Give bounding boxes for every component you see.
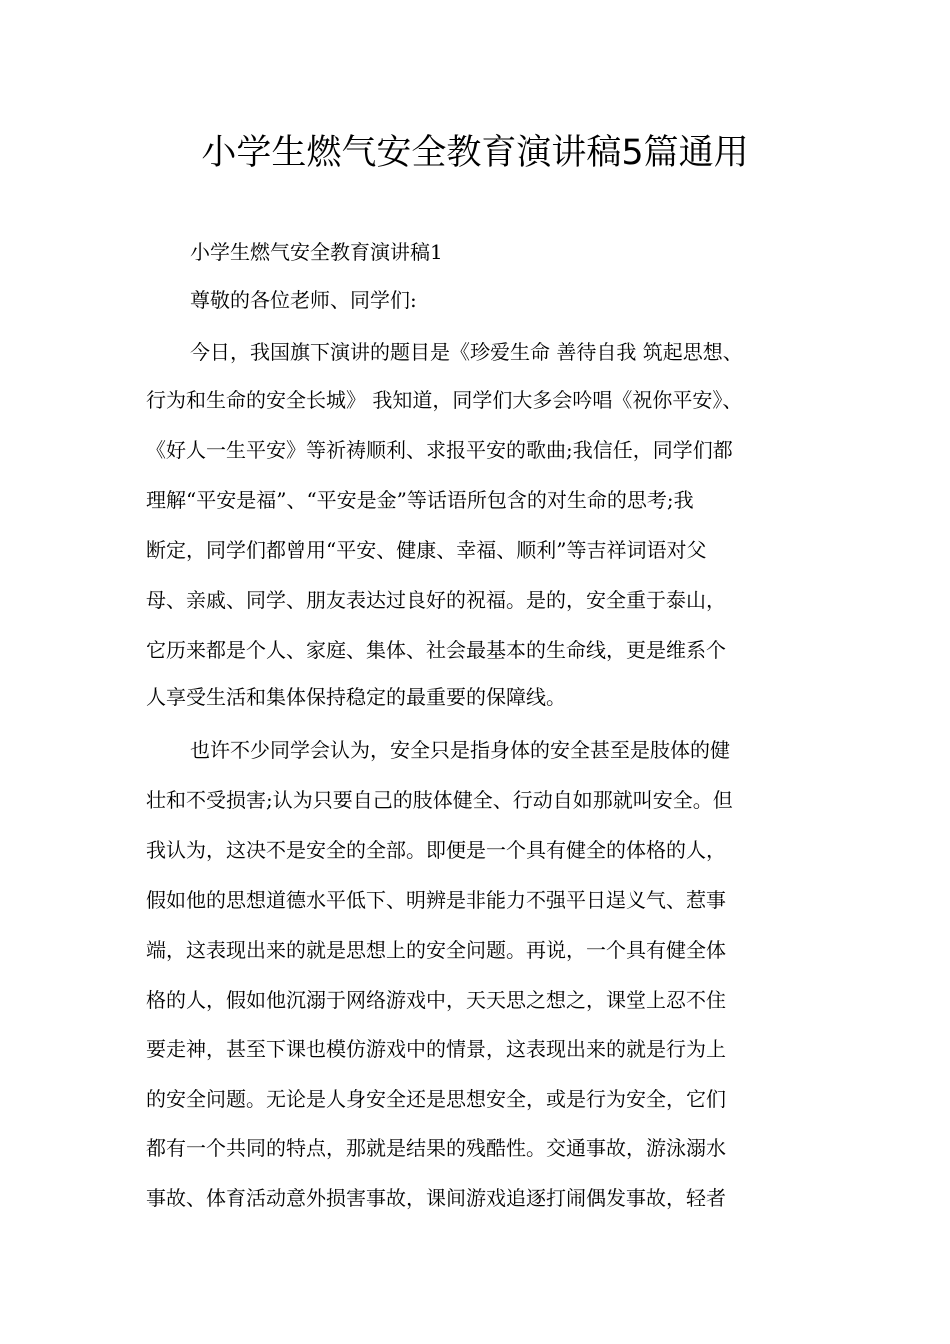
paragraph-line: 行为和生命的安全长城》 我知道，同学们大多会吟唱《祝你平安》、	[146, 388, 743, 412]
paragraph-line: 事故、体育活动意外损害事故，课间游戏追逐打闹偶发事故，轻者	[146, 1186, 726, 1210]
document-title: 小学生燃气安全教育演讲稿5篇通用	[201, 133, 749, 173]
paragraph-line: 断定，同学们都曾用“平安、健康、幸福、顺利”等吉祥词语对父	[146, 538, 707, 562]
paragraph-line: 假如他的思想道德水平低下、明辨是非能力不强平日逞义气、惹事	[146, 888, 726, 912]
paragraph-line: 也许不少同学会认为，安全只是指身体的安全甚至是肢体的健	[190, 738, 730, 762]
paragraph-line: 《好人一生平安》等祈祷顺利、求报平安的歌曲;我信任，同学们都	[146, 438, 733, 462]
paragraph-line: 端，这表现出来的就是思想上的安全问题。再说，一个具有健全体	[146, 938, 726, 962]
paragraph-line: 母、亲戚、同学、朋友表达过良好的祝福。是的，安全重于泰山，	[146, 588, 726, 612]
paragraph-line: 今日，我国旗下演讲的题目是《珍爱生命 善待自我 筑起思想、	[190, 340, 743, 364]
paragraph-line: 都有一个共同的特点，那就是结果的残酷性。交通事故，游泳溺水	[146, 1136, 726, 1160]
paragraph-line: 壮和不受损害;认为只要自己的肢体健全、行动自如那就叫安全。但	[146, 788, 733, 812]
paragraph-line: 格的人，假如他沉溺于网络游戏中，天天思之想之，课堂上忍不住	[146, 988, 726, 1012]
salutation: 尊敬的各位老师、同学们:	[190, 288, 417, 312]
paragraph-line: 的安全问题。无论是人身安全还是思想安全，或是行为安全，它们	[146, 1087, 726, 1111]
paragraph-line: 我认为，这决不是安全的全部。即便是一个具有健全的体格的人，	[146, 838, 726, 862]
paragraph-line: 它历来都是个人、家庭、集体、社会最基本的生命线，更是维系个	[146, 638, 726, 662]
section-subheading: 小学生燃气安全教育演讲稿1	[190, 240, 443, 264]
paragraph-line: 人享受生活和集体保持稳定的最重要的保障线。	[146, 685, 566, 709]
paragraph-line: 要走神，甚至下课也模仿游戏中的情景，这表现出来的就是行为上	[146, 1037, 726, 1061]
paragraph-line: 理解“平安是福”、“平安是金”等话语所包含的对生命的思考;我	[146, 488, 694, 512]
